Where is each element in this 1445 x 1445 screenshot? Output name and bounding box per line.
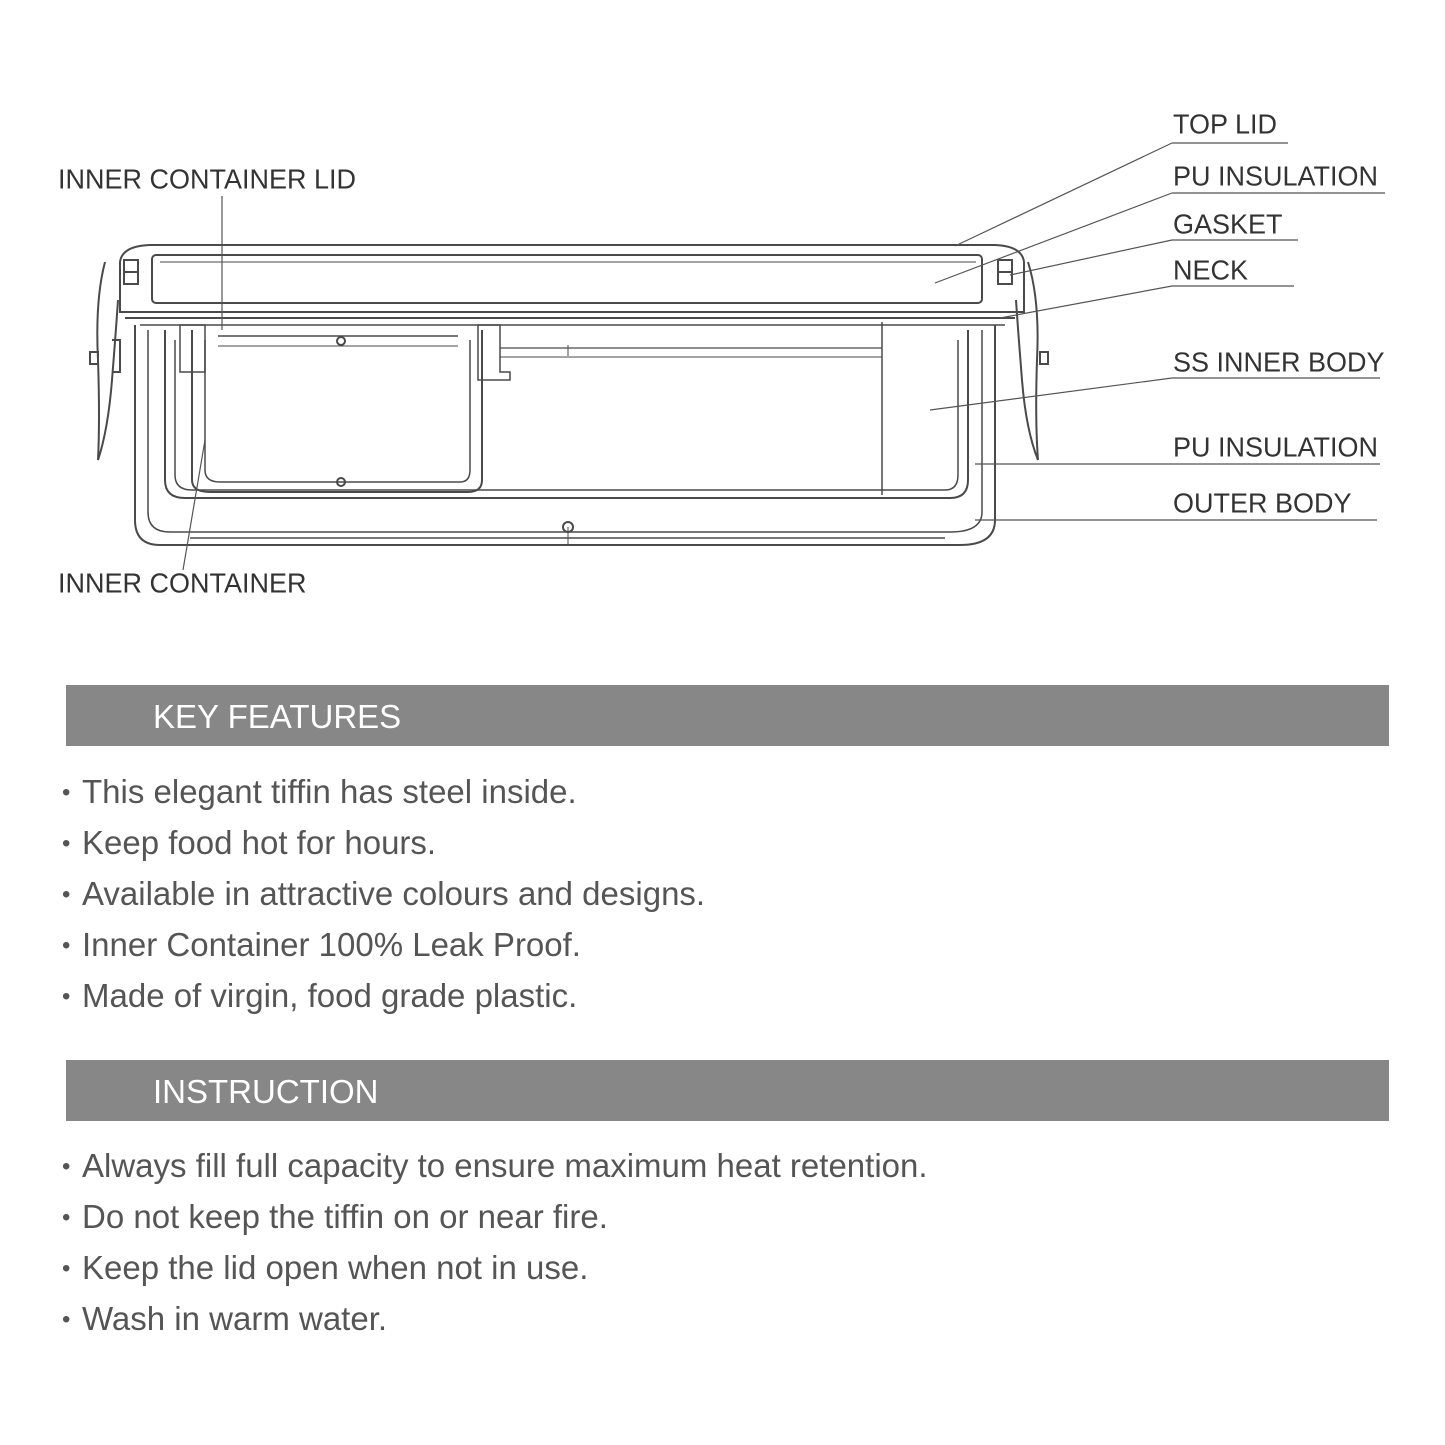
list-item: • Wash in warm water.: [62, 1294, 928, 1345]
list-item: • Available in attractive colours and designs.: [62, 869, 705, 920]
bullet-icon: •: [62, 1153, 71, 1180]
bullet-icon: •: [62, 1306, 71, 1333]
label-top-lid: TOP LID: [1173, 108, 1278, 140]
bullet-icon: •: [62, 1255, 71, 1282]
list-item: • Always fill full capacity to ensure maximum heat retention.: [62, 1141, 928, 1192]
key-features-title: KEY FEATURES: [153, 698, 402, 735]
label-pu-insulation-bottom: PU INSULATION: [1173, 431, 1379, 463]
list-item: • Keep food hot for hours.: [62, 818, 705, 869]
label-neck: NECK: [1173, 254, 1249, 286]
bullet-icon: •: [62, 983, 71, 1010]
key-features-header: [66, 685, 1389, 746]
bullet-icon: •: [62, 881, 71, 908]
label-outer-body: OUTER BODY: [1173, 487, 1352, 519]
label-pu-insulation-top: PU INSULATION: [1173, 160, 1379, 192]
instruction-list: [62, 1141, 928, 1345]
list-item: • This elegant tiffin has steel inside.: [62, 767, 705, 818]
tiffin-cross-section-diagram: [0, 0, 1445, 640]
label-gasket: GASKET: [1173, 208, 1283, 240]
bullet-icon: •: [62, 932, 71, 959]
bullet-icon: •: [62, 779, 71, 806]
tiffin-line-drawing: [0, 0, 1445, 640]
bullet-icon: •: [62, 830, 71, 857]
instruction-header: [66, 1060, 1389, 1121]
list-item: • Do not keep the tiffin on or near fire.: [62, 1192, 928, 1243]
label-inner-container: INNER CONTAINER: [58, 567, 307, 599]
list-item: • Made of virgin, food grade plastic.: [62, 971, 705, 1022]
label-inner-container-lid: INNER CONTAINER LID: [58, 163, 357, 195]
list-item: • Keep the lid open when not in use.: [62, 1243, 928, 1294]
label-ss-inner-body: SS INNER BODY: [1173, 346, 1385, 378]
key-features-list: [62, 767, 705, 1022]
instruction-title: INSTRUCTION: [153, 1073, 379, 1110]
list-item: • Inner Container 100% Leak Proof.: [62, 920, 705, 971]
bullet-icon: •: [62, 1204, 71, 1231]
